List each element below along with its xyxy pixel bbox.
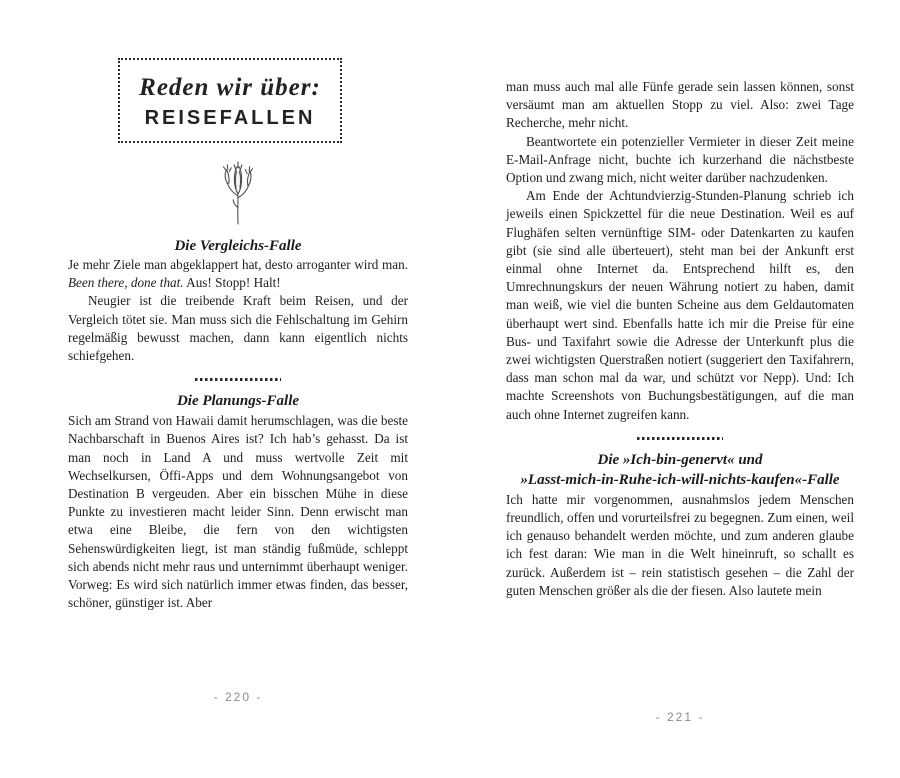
paragraph-planungs-1: Sich am Strand von Hawaii damit herumschlagen, was die beste Nachbarschaft in Buenos Aires ist? Ich hab’s gehasst. Da ist man noch in Land A und muss wertvolle Zeit mit Wechselkursen, Öffi-Apps und dem Wohnungsangebot von Destination B vergeuden. Aber ein bisschen Mühe in diese Punkte zu investieren macht leider Sinn. Denn erwischt man etwa eine Bleibe, die fern von den wichtigsten Sehenswürdigkeiten liegt, ist man ständig fußmüde, schleppt sich abends nicht mehr raus und unternimmt überhaupt weniger. Vorweg: Es wird sich natürlich immer etwas finden, das besser, schöner, günstiger ist. Aber: [68, 413, 408, 611]
paragraph-text: Je mehr Ziele man abgeklappert hat, desto arroganter wird man.: [68, 257, 408, 272]
chapter-title-box: [118, 58, 342, 143]
paragraph-spickzettel: Am Ende der Achtundvierzig-Stunden-Planung schrieb ich jeweils einen Spickzettel für die neue Destination. Weil es auf Flughäfen selten vernünftige SIM- oder Datenkarten zu kaufen gibt (sie sind alle überteuert), steht man bei der Ankunft erst einmal ohne Internet da. Entsprechend hilft es, den Umrechnungskurs der neuen Währung notiert zu haben, damit man weiß, wie viel die bunten Scheine aus dem Geldautomaten überhaupt wert sind. Ebenfalls hatte ich mir die Preise für eine Bus- und Taxifahrt sowie die Adresse der Unterkunft plus die zwei wichtigsten Querstraßen notiert (suggeriert den Taxifahrern, dass man schon mal da war, und schützt vor Nepp). Und: Ich machte Screenshots von Buchungsbestätigungen, auf die man auch ohne Internet zugreifen kann.: [506, 188, 854, 422]
page-number-right: - 221 -: [655, 710, 705, 724]
paragraph-continuation: man muss auch mal alle Fünfe gerade sein lassen können, sonst versäumt man am aktuellen Stopp zu viel. Also: zwei Tage Recherche, mehr nicht.: [506, 79, 854, 131]
paragraph-text: Aus! Stopp! Halt!: [183, 275, 281, 291]
section-heading-planungs-falle: Die Planungs-Falle: [176, 393, 300, 410]
section-heading-vergleichs-falle: Die Vergleichs-Falle: [174, 238, 302, 254]
paragraph-vermieter: Beantwortete ein potenzieller Vermieter in dieser Zeit meine E-Mail-Anfrage nicht, buchte ich kurzerhand die nächstbeste Option und zwang mich, nicht weiter darüber nachzudenken.: [506, 133, 854, 186]
dried-tulip-icon: [212, 159, 264, 225]
chapter-title-text: REISEFALLEN: [144, 107, 316, 129]
paragraph-vergleichs-1: [68, 256, 408, 292]
section-heading-genervt-falle-line2: »Lasst-mich-in-Ruhe-ich-will-nichts-kaufen«-Falle: [520, 471, 840, 488]
paragraph-vergleichs-2: Neugier ist die treibende Kraft beim Reisen, und der Vergleich tötet sie. Man muss sich die Fehlschaltung im Gehirn regelmäßig bewusst machen, dann kann eigentlich nichts schiefgehen.: [68, 293, 408, 364]
dotted-divider: [637, 437, 723, 440]
italic-phrase: Been there, done that.: [68, 275, 184, 291]
dotted-divider: [195, 378, 281, 381]
page-right: [506, 0, 854, 778]
section-heading-genervt-falle-line1: Die »Ich-bin-genervt« und: [597, 451, 763, 468]
chapter-intro-text: Reden wir über:: [139, 74, 321, 101]
page-left: [68, 0, 408, 758]
page-number-left: - 220 -: [213, 690, 263, 704]
paragraph-vorgenommen: Ich hatte mir vorgenommen, ausnahmslos jedem Menschen freundlich, offen und vorurteilsfrei zu begegnen. Zum einen, weil ich genauso behandelt werden möchte, und zum anderen glaube ich fest daran: Wie man in die Welt hineinruft, so schallt es zurück. Außerdem ist – rein statistisch gesehen – die Zahl der guten Menschen größer als die der fiesen. Also lautete mein: [506, 491, 854, 598]
